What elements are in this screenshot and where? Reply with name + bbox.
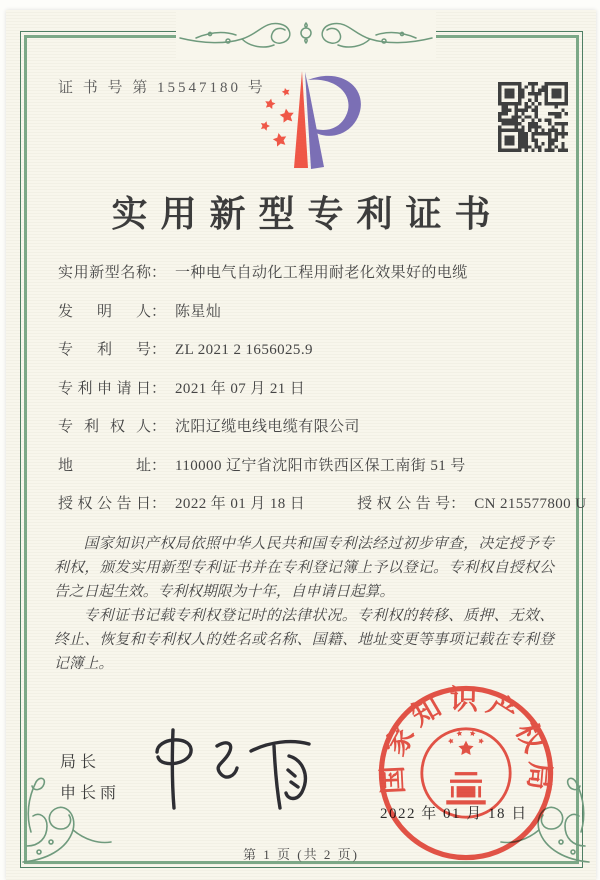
- page-number: 第 1 页 (共 2 页): [243, 847, 359, 862]
- director-signature: [139, 720, 329, 820]
- field-application-date: 专利申请日 ： 2021 年 07 月 21 日: [58, 380, 306, 397]
- field-label: 专利号: [58, 342, 151, 358]
- director-name: 申长雨: [60, 785, 121, 802]
- field-grant-row: 授权公告日 ： 2022 年 01 月 18 日 授权公告号 ： CN 215577800 U: [58, 496, 587, 512]
- top-flourish-ornament: [176, 11, 436, 59]
- legal-paragraph-1: 国家知识产权局依照中华人民共和国专利法经过初步审查，决定授予专利权，颁发实用新型专利证书并在专利登记簿上予以登记。专利权自授权公告之日起生效。专利权期限为十年，自申请日起算。: [54, 536, 554, 600]
- certificate-number: 证 书 号 第 15547180 号: [58, 80, 266, 96]
- field-list: [58, 264, 587, 534]
- field-patent-number: 专利号 ： ZL 2021 2 1656025.9: [58, 342, 313, 358]
- field-value: CN 215577800 U: [474, 496, 587, 512]
- bottom-left-flourish-ornament: [15, 770, 113, 868]
- field-label: 发明人: [58, 303, 151, 320]
- cnipa-logo-icon: [239, 66, 373, 176]
- field-value: 110000 辽宁省沈阳市铁西区保工南街 51 号: [175, 457, 466, 474]
- legal-paragraph-2: 专利证书记载专利权登记时的法律状况。专利权的转移、质押、无效、终止、恢复和专利权人的姓名或名称、国籍、地址变更等事项记载在专利登记簿上。: [54, 607, 554, 672]
- field-value: 沈阳辽缆电线电缆有限公司: [175, 419, 360, 435]
- seal-text: 国家知识产权局: [377, 684, 556, 798]
- field-address: 地址 ： 110000 辽宁省沈阳市铁西区保工南街 51 号: [58, 457, 466, 474]
- seal-date: 2022 年 01 月 18 日: [380, 806, 528, 822]
- cnipa-official-seal: [372, 679, 560, 867]
- field-label: 专利申请日: [58, 380, 151, 397]
- field-grant-number: 授权公告号 ： CN 215577800 U: [357, 496, 587, 512]
- field-label: 授权公告日: [58, 496, 151, 512]
- director-title: 局长: [60, 754, 101, 771]
- field-inventor: 发明人 ： 陈星灿: [58, 303, 222, 320]
- field-value: 2022 年 01 月 18 日: [175, 496, 306, 512]
- field-label: 地址: [58, 457, 151, 474]
- field-label: 专利权人: [58, 419, 151, 435]
- field-value: 陈星灿: [175, 303, 222, 320]
- legal-text: [54, 533, 554, 677]
- field-label: 实用新型名称: [58, 265, 151, 281]
- field-patentee: 专利权人 ： 沈阳辽缆电线电缆有限公司: [58, 419, 360, 435]
- field-value: 2021 年 07 月 21 日: [175, 380, 306, 397]
- certificate-title: 实用新型专利证书: [111, 194, 504, 234]
- field-label: 授权公告号: [357, 496, 451, 512]
- field-value: ZL 2021 2 1656025.9: [175, 342, 313, 358]
- qr-code: [498, 82, 568, 152]
- field-utility-model-name: 实用新型名称 ： 一种电气自动化工程用耐老化效果好的电缆: [58, 265, 468, 281]
- certificate-page: [6, 10, 596, 880]
- field-value: 一种电气自动化工程用耐老化效果好的电缆: [175, 265, 468, 281]
